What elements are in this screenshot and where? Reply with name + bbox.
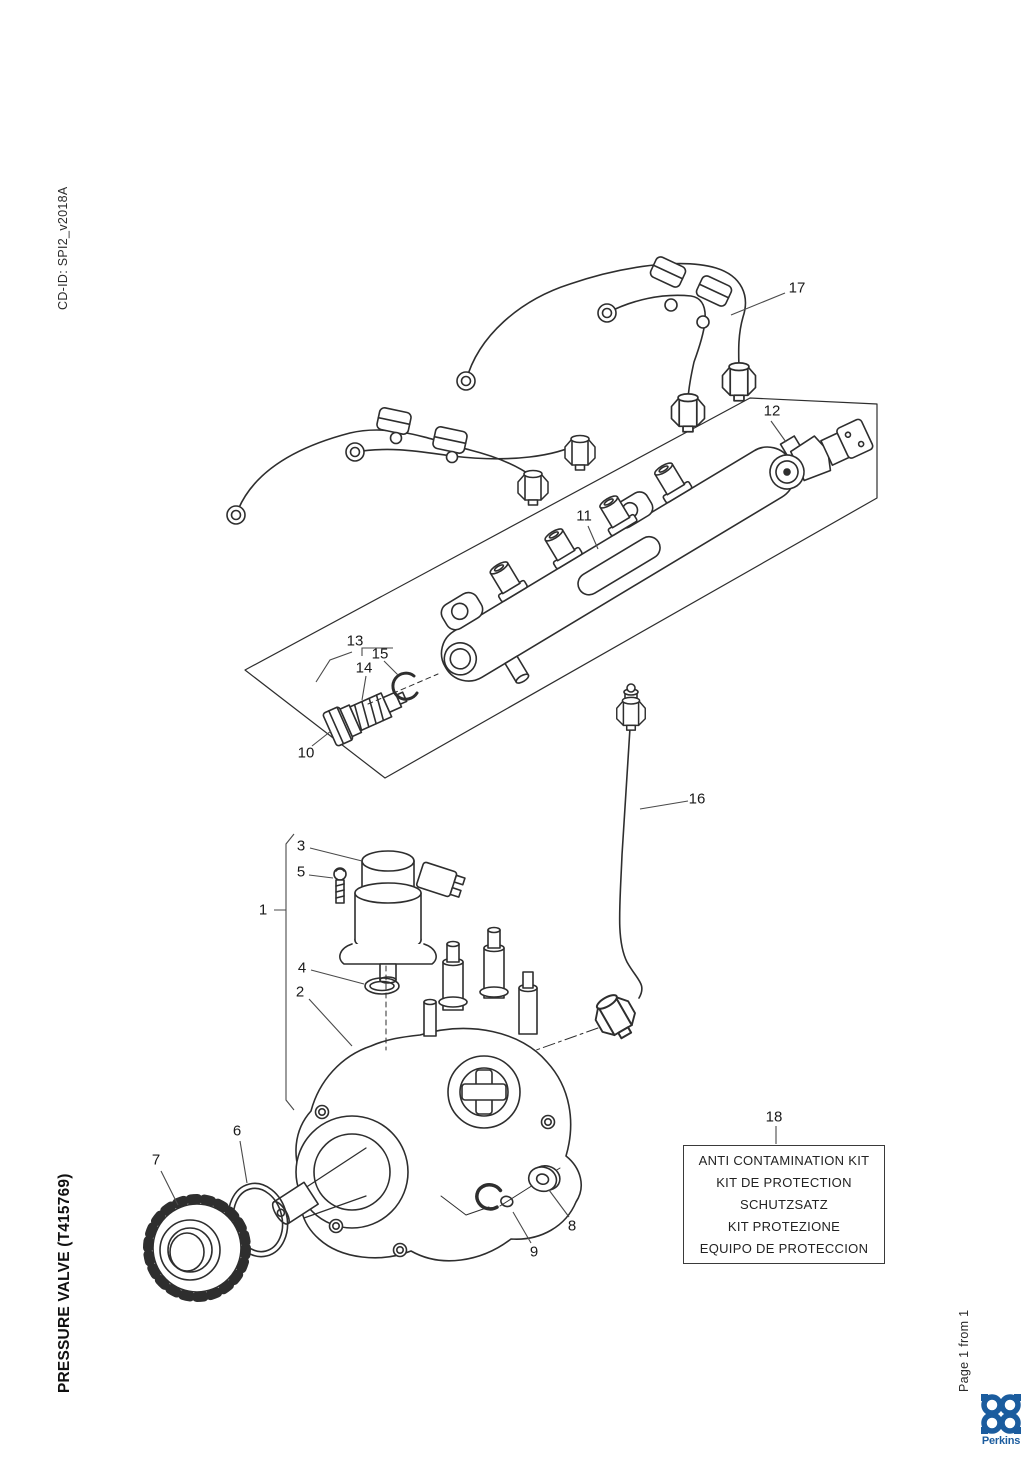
pipe-clamp [649,255,687,288]
fuel-rail [414,400,831,713]
pipe-harness-lower [227,407,595,524]
callout-6: 6 [232,1122,242,1140]
drive-gear [148,1199,246,1297]
pipe-clamp [695,274,733,307]
callout-10: 10 [297,744,315,762]
callout-3: 3 [296,837,306,855]
pressure-valve [322,680,412,746]
kit-line: KIT DE PROTECTION [716,1175,852,1190]
kit-line: ANTI CONTAMINATION KIT [698,1153,870,1168]
callout-7: 7 [151,1151,161,1169]
callout-1: 1 [258,901,268,919]
callout-15: 15 [371,645,389,663]
pipe-harness-upper [457,255,756,432]
brand-logo [973,1394,1029,1447]
kit-line: KIT PROTEZIONE [727,1219,841,1234]
brand-name: Perkins [981,1435,1021,1447]
screw [334,868,346,903]
pump-port [424,928,537,1037]
callout-18: 18 [765,1108,783,1126]
perkins-emblem-icon [981,1394,1021,1434]
page-number: Page 1 from 1 [957,1309,971,1392]
snap-ring [393,673,417,699]
anti-contamination-kit-box [683,1145,885,1264]
high-pressure-pipe [452,684,645,1080]
callout-2: 2 [295,983,305,1001]
callout-16: 16 [688,790,706,808]
kit-line: EQUIPO DE PROTECCION [699,1241,869,1256]
pipe-clamp [432,426,468,454]
callout-9: 9 [529,1243,539,1261]
kit-line: SCHUTZSATZ [740,1197,828,1212]
fuel-pump [270,928,582,1261]
callout-5: 5 [296,863,306,881]
pipe-nut [518,471,548,506]
doc-id: CD-ID: SPI2_v2018A [56,186,70,310]
pipe-nut [672,394,705,432]
callout-11: 11 [576,507,592,525]
pipe-nut [565,436,595,471]
callout-13: 13 [346,632,364,650]
callout-12: 12 [763,402,781,420]
pipe-nut [617,697,646,730]
callout-17: 17 [788,279,806,297]
pipe-nut [588,989,642,1045]
page-title: PRESSURE VALVE (T415769) [56,1173,73,1393]
callout-14: 14 [355,659,373,677]
pipe-nut [723,363,756,401]
callout-4: 4 [297,959,307,977]
callout-8: 8 [567,1217,577,1235]
